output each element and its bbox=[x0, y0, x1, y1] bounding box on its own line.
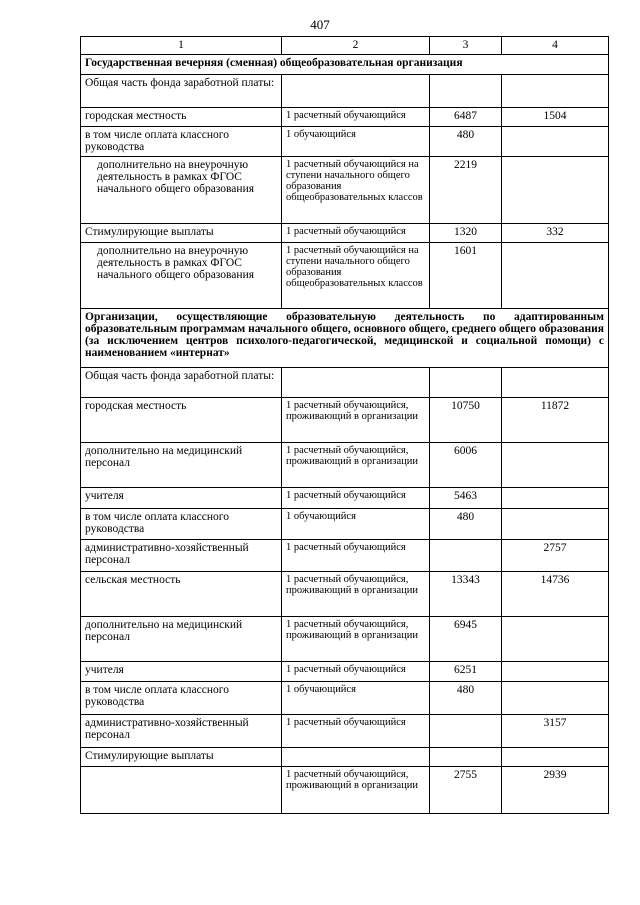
section-title: Организации, осуществляющие образовательную деятельность по адаптированным образовательным программам начального общего, основного общего, среднего общего образования (за исключением центров психолого-педагогической, медицинской и социальной помощи) с наименованием «интернат» bbox=[81, 309, 609, 368]
row-value-col3: 1601 bbox=[430, 243, 502, 309]
row-value-col3: 10750 bbox=[430, 398, 502, 443]
row-unit: 1 обучающийся bbox=[282, 127, 430, 157]
row-label: административно-хозяйственный персонал bbox=[81, 715, 282, 748]
table-row bbox=[81, 715, 609, 748]
row-value-col3: 6487 bbox=[430, 108, 502, 127]
section-header-row bbox=[81, 55, 609, 75]
row-label: в том числе оплата классного руководства bbox=[81, 509, 282, 540]
table-row bbox=[81, 243, 609, 309]
row-value-col3: 6251 bbox=[430, 662, 502, 682]
table-body bbox=[81, 37, 609, 814]
row-unit: 1 расчетный обучающийся bbox=[282, 662, 430, 682]
row-value-col4 bbox=[502, 509, 609, 540]
row-label: учителя bbox=[81, 662, 282, 682]
column-number: 2 bbox=[282, 37, 430, 55]
tariff-table bbox=[80, 36, 609, 814]
row-unit: 1 расчетный обучающийся, проживающий в организации bbox=[282, 572, 430, 617]
table-row bbox=[81, 488, 609, 509]
row-value-col4: 11872 bbox=[502, 398, 609, 443]
row-label: дополнительно на внеурочную деятельность в рамках ФГОС начального общего образования bbox=[81, 243, 282, 309]
row-label: дополнительно на медицинский персонал bbox=[81, 617, 282, 662]
row-unit: 1 расчетный обучающийся, проживающий в организации bbox=[282, 767, 430, 814]
row-unit bbox=[282, 748, 430, 767]
row-unit: 1 расчетный обучающийся на ступени начального общего образования общеобразовательных классов bbox=[282, 243, 430, 309]
row-unit bbox=[282, 368, 430, 398]
row-value-col4 bbox=[502, 443, 609, 488]
table-row bbox=[81, 368, 609, 398]
row-value-col4 bbox=[502, 368, 609, 398]
row-unit: 1 расчетный обучающийся bbox=[282, 715, 430, 748]
row-label: Стимулирующие выплаты bbox=[81, 748, 282, 767]
row-value-col3 bbox=[430, 368, 502, 398]
row-label: дополнительно на внеурочную деятельность в рамках ФГОС начального общего образования bbox=[81, 157, 282, 224]
row-value-col4 bbox=[502, 682, 609, 715]
row-label: Общая часть фонда заработной платы: bbox=[81, 368, 282, 398]
row-unit: 1 расчетный обучающийся, проживающий в организации bbox=[282, 443, 430, 488]
row-value-col3: 5463 bbox=[430, 488, 502, 509]
row-value-col3 bbox=[430, 748, 502, 767]
column-number: 1 bbox=[81, 37, 282, 55]
row-unit: 1 обучающийся bbox=[282, 509, 430, 540]
page-number: 407 bbox=[310, 17, 330, 32]
table-row bbox=[81, 617, 609, 662]
row-value-col4: 2757 bbox=[502, 540, 609, 572]
row-label: в том числе оплата классного руководства bbox=[81, 682, 282, 715]
row-unit: 1 расчетный обучающийся bbox=[282, 540, 430, 572]
row-value-col3: 6006 bbox=[430, 443, 502, 488]
table-row bbox=[81, 540, 609, 572]
table-row bbox=[81, 75, 609, 108]
row-value-col4 bbox=[502, 243, 609, 309]
table-row bbox=[81, 398, 609, 443]
row-label: Общая часть фонда заработной платы: bbox=[81, 75, 282, 108]
row-unit: 1 обучающийся bbox=[282, 682, 430, 715]
row-value-col4: 3157 bbox=[502, 715, 609, 748]
column-number: 3 bbox=[430, 37, 502, 55]
row-label: административно-хозяйственный персонал bbox=[81, 540, 282, 572]
row-value-col4 bbox=[502, 617, 609, 662]
row-value-col4: 332 bbox=[502, 224, 609, 243]
row-unit: 1 расчетный обучающийся, проживающий в организации bbox=[282, 617, 430, 662]
row-unit: 1 расчетный обучающийся на ступени начального общего образования общеобразовательных классов bbox=[282, 157, 430, 224]
table-row bbox=[81, 662, 609, 682]
row-unit: 1 расчетный обучающийся bbox=[282, 224, 430, 243]
row-value-col4: 2939 bbox=[502, 767, 609, 814]
row-label: в том числе оплата классного руководства bbox=[81, 127, 282, 157]
table-row bbox=[81, 767, 609, 814]
row-value-col3: 6945 bbox=[430, 617, 502, 662]
table-row bbox=[81, 509, 609, 540]
row-label: Стимулирующие выплаты bbox=[81, 224, 282, 243]
row-value-col3: 480 bbox=[430, 509, 502, 540]
row-value-col4 bbox=[502, 75, 609, 108]
row-value-col4: 1504 bbox=[502, 108, 609, 127]
row-value-col3 bbox=[430, 75, 502, 108]
column-number: 4 bbox=[502, 37, 609, 55]
table-row bbox=[81, 748, 609, 767]
row-unit bbox=[282, 75, 430, 108]
row-label: городская местность bbox=[81, 108, 282, 127]
row-value-col3: 2219 bbox=[430, 157, 502, 224]
row-value-col4 bbox=[502, 127, 609, 157]
row-label: городская местность bbox=[81, 398, 282, 443]
row-unit: 1 расчетный обучающийся, проживающий в организации bbox=[282, 398, 430, 443]
row-value-col3: 2755 bbox=[430, 767, 502, 814]
row-unit: 1 расчетный обучающийся bbox=[282, 488, 430, 509]
section-title: Государственная вечерняя (сменная) общеобразовательная организация bbox=[81, 55, 609, 75]
table-row bbox=[81, 682, 609, 715]
row-value-col4 bbox=[502, 748, 609, 767]
row-value-col3: 480 bbox=[430, 682, 502, 715]
section-header-row bbox=[81, 309, 609, 368]
row-value-col3: 480 bbox=[430, 127, 502, 157]
row-value-col3 bbox=[430, 715, 502, 748]
row-label: сельская местность bbox=[81, 572, 282, 617]
row-value-col3 bbox=[430, 540, 502, 572]
table-row bbox=[81, 443, 609, 488]
row-label: дополнительно на медицинский персонал bbox=[81, 443, 282, 488]
row-value-col4: 14736 bbox=[502, 572, 609, 617]
column-number-row bbox=[81, 37, 609, 55]
row-label bbox=[81, 767, 282, 814]
table-row bbox=[81, 108, 609, 127]
row-unit: 1 расчетный обучающийся bbox=[282, 108, 430, 127]
table-row bbox=[81, 157, 609, 224]
row-value-col3: 1320 bbox=[430, 224, 502, 243]
row-value-col4 bbox=[502, 157, 609, 224]
table-row bbox=[81, 572, 609, 617]
row-value-col4 bbox=[502, 662, 609, 682]
table-row bbox=[81, 127, 609, 157]
row-value-col4 bbox=[502, 488, 609, 509]
table-row bbox=[81, 224, 609, 243]
row-value-col3: 13343 bbox=[430, 572, 502, 617]
row-label: учителя bbox=[81, 488, 282, 509]
